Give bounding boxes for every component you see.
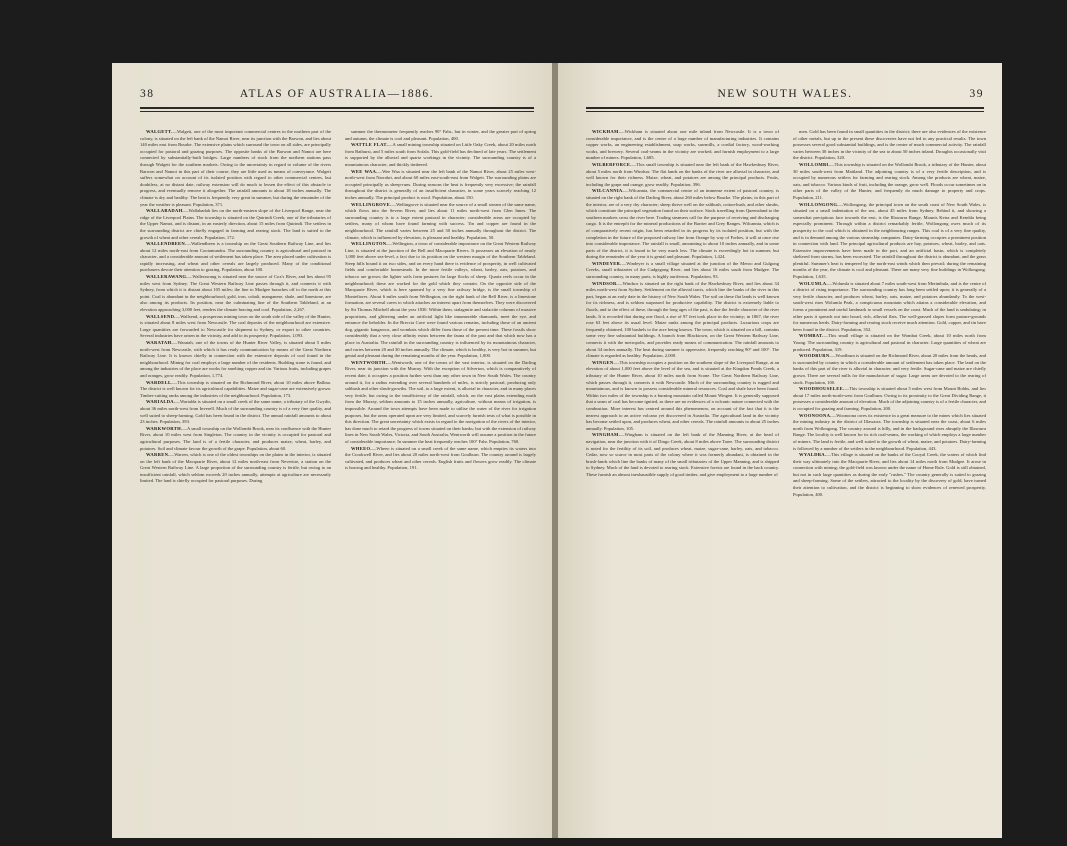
entry-text: —Woonoona owes its existence in a great measure to the mines which lies situated the mining industry in the district of Illawarra. The township is situated near the coast, about 6 miles north from Wollongong. The country around is hilly, and in the background rises abruptly the Illawarra Range. The locality is well known for its rich coal-seams, the working of which employs a large number of miners. The land is fertile, and well suited to the growth of wheat, maize, and potatoes. Dairy-farming is followed by a number of the settlers in the neighbourhood. Population, 443. [793,412,986,451]
entry-text: —Wollongong, the principal town on the south coast of New South Wales, is situated on a small indentation of the sea, about 45 miles from Sydney. Behind it, and showing a somewhat precipitous face towards the east, is the Illawarra Range, Mounts Keira and Kembla being especially prominent. Through within a district remarkably fertile, Wollongong owes much of its prosperity to the coal which is obtained in the neighbouring ranges. This coal is of a very fine quality, and is in demand among the various steamship companies. Dairy-farming occupies a prominent position in connection with land. The principal agricultural products are hay, potatoes, wheat, barley, and oats. Extensive improvements have been made in the port, and an artificial basin, which is completely sheltered from storms, has been excavated. The rainfall throughout the district is abundant, and the grass plentiful. Summer's heat is tempered by the north-east winds which then prevail; during the remaining months of the year, the climate is cool and pleasant. There are many very fine buildings in Wollongong. Population, 1,635. [793,201,986,280]
left-column-2 [345,129,536,824]
entry-place-name: WELLINGTON. [351,241,388,247]
entry-place-name: WINGHAM. [592,432,621,438]
gazetteer-entry [793,202,986,281]
gazetteer-entry [793,353,986,386]
entry-place-name: WOODBURN. [799,353,831,359]
gazetteer-entry [140,314,331,340]
right-page-columns [586,129,986,824]
gazetteer-entry [793,162,986,202]
entry-text: —Wee Waa is situated near the left bank of the Namoi River, about 25 miles west-north-west from Narrabri, and about 60 miles east-south-east from Walgett. The surrounding plains are occupied principally as sheep-runs. During seasons the heat is frequently very excessive; the rainfall throughout the district is generally of an insufficient character, in some years scarcely reaching 12 inches annually. The principal product is wool. Population, about 150. [345,168,536,200]
left-page [112,63,552,838]
gazetteer-entry [793,281,986,334]
gazetteer-entry [586,188,779,261]
entry-place-name: WEE WAA. [351,168,378,174]
entry-place-name: WALGETT. [146,129,173,134]
right-column-2 [793,129,986,824]
entry-text: —Wallsend, a prosperous mining town on the south side of the valley of the Hunter, is situated about 8 miles west from Newcastle. The coal deposits of the neighbourhood are extensive. Large quantities are forwarded to Newcastle for shipment to Sydney, or export to other countries. Several industries have arisen in the vicinity, and add to its prosperity. Population, 1,093. [140,313,331,339]
entry-text: —A small township on the Wollombi Brook, near its confluence with the Hunter River, about 10 miles west from Singleton. The country in the vicinity is occupied for pastoral and agricultural purposes. The land is of a fertile character, and produces maize, wheat, barley, and potatoes. Soil and climate favour the growth of the grape. Population, about 60. [140,425,331,451]
gazetteer-entry [140,241,331,274]
entry-place-name: WILBERFORCE. [592,161,632,167]
left-page-columns [140,129,536,824]
entry-place-name: WARIALDA. [146,399,176,405]
entry-place-name: WENTWORTH. [351,359,388,365]
right-page-header [586,88,984,104]
entry-place-name: WALLSEND. [146,313,176,319]
entry-place-name: WYALDRA. [799,452,827,458]
gazetteer-entry [345,360,536,446]
entry-place-name: WOODHOUSELEE. [799,386,845,392]
left-page-header [140,88,534,104]
entry-text: —Windeyer is a small village situated at the junction of the Meroo and Gulgong Creeks, small tributaries of the Cudgegong River, and lies about 16 miles south from Mudgee. The surrounding country, in many parts, is highly auriferous. Population, 93. [586,260,779,280]
entry-text: —Walgett, one of the most important commercial centres in the northern part of the colony, is situated on the left bank of the Namoi River, near its junction with the Barwon, and lies about 140 miles east from Bourke. The extensive plains which surround the town on all sides, are principally occupied for pastoral and grazing purposes. The opposite banks of the Barwon and Namoi are here connected by substantially-built bridges. Large numbers of stock from the northern stations pass through Walgett for the southern markets. Owing to the uncertainty in regard to volume of the rivers Barwon and Namoi in this part of their course, they are little used as means of conveyance. Walgett suffers somewhat on account of its isolated position with regard to other commercial centres, but doubtless, at no distant date, railway extension will do much to lessen the effect of this obstacle to progress, and eventually remove it altogether. The rainfall amounts to about 18 inches annually. The climate is dry and healthy. The heat is frequently very great in summer, but during the remainder of the year the weather is pleasant. Population, 371. [140,129,331,207]
entry-place-name: WOMBAT. [799,333,824,339]
gazetteer-entry [140,452,331,485]
entry-place-name: WOLLONGONG. [799,201,839,207]
entry-text: —Wickham is situated about one mile inland from Newcastle. It is a town of considerable importance, and is the centre of a large number of manufacturing industries. It contains copper works, an engineering establishment, soap works, sawmills, a cordial factory, wood-working works, and brewery. Several coal-seams in the vicinity are worked, and furnish employment to a large number of miners. Population, 1,685. [586,129,779,161]
entry-place-name: WALLABADAH. [146,208,184,214]
entry-text: —Wentworth, one of the towns of the vast interior, is situated on the Darling River, near its junction with the Murray. With the exception of Silverton, which is comparatively of recent date, it occupies a position further west than any other town in New South Wales. The country around it, for a radius extending over several hundreds of miles, is strictly pastoral, producing only saltbush and other shrub-growths. The soil, to a large extent, is alluvial in character, and in many places very fertile, but owing to the insufficiency of the rainfall, which, on the vast plains extending north from the Murray, seldom amounts to 15 inches annually, agriculture, without means of irrigation, is impossible. Around the town attempts have been made to utilise the water of the river for irrigation purposes, but the areas operated upon are very limited, and scarcely furnish tests of what is possible in this direction. The great uncertainty which exists in regard to the navigation of the rivers of the interior, has done much to retard the progress of towns situated on their banks; but with the extension of railway lines in New South Wales, Victoria, and South Australia, Wentworth will assume a position in the future of considerable importance. In summer the heat frequently reaches 100° Fahr. Population, 760. [345,359,536,444]
gazetteer-entry [586,281,779,360]
gazetteer-entry [345,202,536,242]
entry-text: —Warren, which is one of the oldest townships on the plains in the interior, is situated on the left bank of the Macquarie River, about 12 miles north-east from Nevertire, a station on the Great Western Railway Line. A large proportion of the surrounding country is fertile, but owing to an insufficient rainfall, which seldom exceeds 20 inches annually, attempts at agriculture are necessarily limited. The land is chiefly occupied for pastoral purposes. During [140,452,331,484]
entry-text: —Wallerawang is situated near the source of Cox's River, and lies about 95 miles west from Sydney. The Great Western Railway Line passes through it, and connects it with Sydney, from which it is distant about 105 miles; the line to Mudgee branches off to the north at this point. Coal is abundant in the neighbourhood; gold, iron, cobalt, manganese, shale, and limestone, are also among its products. Its position, near the culminating line of the Southern Tableland, at an elevation approaching 3,000 feet, renders the climate bracing and cool. Population, 2,267. [140,274,331,313]
entry-text: —A small mining township situated on Little Oaky Creek, about 20 miles north from Bathurst, and 5 miles south from Sofala. This gold-field has declined of late years. The settlement is supported by the alluvial and quartz workings in the vicinity. The surrounding country is of a mountainous character, and thickly timbered. [345,142,536,167]
right-running-head: NEW SOUTH WALES. [717,88,853,100]
entry-text: —This township is situated on the Richmond River, about 10 miles above Ballina. The district is well known for its agricultural capabilities. Maize and sugar-cane are extensively grown. Timber-cutting ranks among the industries of the neighbourhood. Population, 173. [140,379,331,398]
right-page [558,63,1002,838]
entry-place-name: WELLINGROVE. [351,201,392,207]
left-running-head: ATLAS OF AUSTRALIA—1886. [239,88,435,100]
gazetteer-entry [793,452,986,498]
gazetteer-entry [345,241,536,360]
header-rule [586,107,984,109]
entry-text: men. Gold has been found in small quantities in the district; there are also evidences of the existence of other metals, but up to the present these discoveries have not led to any practical results. The town possesses several good substantial buildings, and is the centre of much commercial activity. The rainfall varies between 30 inches in the vicinity of the sea to about 50 inches inland. Droughts occasionally visit the district. Population, 320. [793,129,986,161]
gazetteer-entry [345,129,536,142]
gazetteer-entry [140,208,331,241]
right-page-number: 39 [969,88,984,100]
left-page-number: 38 [140,88,155,100]
entry-text: —This small village is situated on the Wombat Creek, about 10 miles north from Young. The surrounding country is agricultural and pastoral in character. Large quantities of wheat are produced. Population, 319. [793,333,986,352]
gazetteer-entry [586,432,779,478]
gazetteer-entry [793,386,986,412]
gazetteer-entry [586,360,779,433]
entry-place-name: WALLENDBEEN. [146,241,187,247]
entry-place-name: WATTLE FLAT. [351,142,388,148]
right-column-1 [586,129,779,824]
gazetteer-entry [345,169,536,202]
entry-place-name: WINDSOR. [592,280,619,286]
entry-place-name: WHEEO. [351,445,372,451]
gazetteer-entry [793,129,986,162]
gazetteer-entry [140,340,331,380]
gazetteer-entry [140,129,331,208]
gazetteer-entry [140,380,331,400]
entry-text: —This village is situated on the banks of the Cooyal Creek, the waters of which find their way ultimately into the Macquarie River, and lies about 14 miles north from Mudgee. It arose in connection with mining; the gold-field was known under the name of Home Rule. Gold is still obtained, but not in such large quantities as during the early "rushes." The country generally is suited to grazing and sheep-farming. Some of the settlers, attracted to the locality by the discovery of gold, have turned their attention to cultivation, and the district is beginning to show evidences of renewed prosperity. Population, 400. [793,452,986,497]
gazetteer-entry [140,399,331,425]
entry-text: —Wheeo is situated on a small creek of the same name, which empties its waters into the Crookwell River, and lies about 20 miles north-west from Goulburn. The country around is largely cultivated, and produces wheat and other cereals. English fruits and flowers grow readily. The climate is bracing and healthy. Population, 191. [345,445,536,471]
entry-place-name: WICKHAM. [592,129,621,134]
header-rule-thin [586,111,984,112]
gazetteer-entry [793,333,986,353]
entry-text: summer the thermometer frequently reaches 90° Fahr., but in winter, and the greater part of spring and autumn, the climate is cool and pleasant. Population, 400. [345,129,536,141]
gazetteer-entry [345,142,536,168]
gazetteer-entry [586,162,779,188]
header-rule-thin [140,111,534,112]
gazetteer-entry [345,446,536,472]
gazetteer-entry [586,261,779,281]
entry-place-name: WARREN. [146,452,170,458]
entry-text: —This township is situated about 5 miles west from Mount Bobbs, and lies about 17 miles north-north-west from Goulburn. Owing to its proximity to the Great Dividing Range, it possesses a considerable amount of elevation. Much of the adjoining country is of a fertile character, and is occupied for grazing and farming. Population, 200. [793,386,986,411]
entry-text: —This township occupies a position on the southern slope of the Liverpool Range, at an elevation of about 1,000 feet above the level of the sea, and is situated at the Kingdon Ponds Creek, a tributary of the Hunter River, about 10 miles north from Scone. The Great Northern Railway Line, which passes through it, connects it with Newcastle. Much of the surrounding country is rugged and mountainous, and is known to possess considerable mineral resources. Coal and shale have been found. Within two miles of the township is a burning mountain called Mount Wingen. It is generally supposed that a seam of coal has become ignited, as there are no evidences of a volcanic nature connected with the combustion. More interest has centred around this phenomenon, on account of the fact that it is the nearest approach to an active volcano yet discovered in Australia. The agricultural land in the vicinity has become settled upon, and produces wheat, and other cereals. The rainfall amounts to about 25 inches annually. Population, 105. [586,359,779,431]
entry-text: —Windsor is situated on the right bank of the Hawkesbury River, and lies about 34 miles north-west from Sydney. Settlement on the alluvial tracts, which line the banks of the river in this part, began at an early date in the history of New South Wales. The soil on these flat lands is well known for its richness, and is seldom surpassed for productive capability. The district is extremely liable to floods, and to the effect of these, through the long ages of the past, is due the fertile character of the river lands. It is recorded that during one flood, a rise of 97 feet took place in the vicinity; in 1867, the river rose 63 feet above its usual level. Maize ranks among the principal products. Luxurious crops are frequently obtained, 100 bushels to the acre being known. The town, which is situated on a hill, contains some very fine substantial buildings. A branch from Blacktown, on the Great Western Railway Line, connects it with the metropolis, and provides ready means of communication. The rainfall amounts to about 34 inches annually. The heat during summer is oppressive, frequently reaching 90° and 100°. The climate is regarded as healthy. Population, 2,000. [586,280,779,359]
entry-place-name: WINDEYER. [592,260,622,266]
entry-text: —Wellingrove is situated near the source of a small stream of the same name, which flows into the Severn River, and lies about 11 miles north-west from Glen Innes. The surrounding country is to a large extent pastoral in character; considerable areas are occupied by settlers, many of whom have found farming with success. Tin and copper are found in the neighbourhood. The rainfall varies between 25 and 30 inches annually throughout the district. The climate, which is influenced by elevation, is pleasant and healthy. Population, 50. [345,201,536,240]
entry-text: —Wellington, a town of considerable importance on the Great Western Railway Line, is situated at the junction of the Bell and Macquarie Rivers. It possesses an elevation of nearly 1,000 feet above sea-level, a fact due to its position on the western margin of the Southern Tableland. Steep hills bound it on two sides, and on every hand there is evidence of prosperity, in well cultivated fields and comfortable homesteads. In the more fertile valleys, wheat, barley, oats, potatoes, and tobacco are grown; the lighter soils form pastures for large flocks of sheep. Quartz reefs occur in the neighbourhood; these are worked for the gold which they contain. On the opposite side of the Macquarie River, which is here spanned by a very fine railway bridge, is the small township of Montefiores. About 6 miles south from Wellington, on the right bank of the Bell River, is a limestone formation, are several caves to which attaches an interest apart from themselves. They were discovered by Sir Thomas Mitchell about the year 1830. Within them, stalagmite and stalactite columns of massive proportions, and glittering under an artificial light like innumerable diamonds, meet the eye, and entrance the beholder. In the Breccia Cave were found various remains, including those of an ancient dog, gigantic kangaroos, and wombats which differ from those of the present time. These fossils show considerably that a very close affinity exists between the fauna of the past and that which now has a place in Australia. The rainfall in the surrounding country is influenced by its mountainous character, and varies between 20 and 30 inches annually. The climate, which is healthy, is very hot in summer, but genial and pleasant during the remaining months of the year. Population, 1,800. [345,241,536,359]
entry-place-name: WOLUMLA. [799,280,828,286]
entry-text: —Wallabadah lies on the north-eastern slope of the Liverpool Range, near the ridge of the Liverpool Plains. The township is situated on the Quirindi Creek, one of the tributaries of the Upper Namoi, and is distant, in an easterly direction, about 15 miles from Quirindi. The settlers in the surrounding district are chiefly engaged in farming and rearing stock. The land is suited to the growth of wheat and other cereals. Population, 172. [140,208,331,240]
entry-place-name: WOONOONA. [799,412,832,418]
entry-text: —Waratah, one of the towns of the Hunter River Valley, is situated about 5 miles north-west from Newcastle, with which it has ready communication by means of the Great Northern Railway Line. It is known chiefly in connection with the extensive deposits of coal found in the neighbourhood. Mining for coal employs a large number of the residents. Building stone is found, and among the industries of the place are works for smelting copper and tin. Various fruits, including grapes and oranges, grow readily. Population, 1,774. [140,340,331,378]
entry-place-name: WARDELL. [146,379,173,385]
entry-text: —Warialda is situated on a small creek of the same name, a tributary of the Gwydir, about 36 miles north-west from Inverell. Much of the surrounding country is of a very fine quality, and well suited to sheep-farming. Gold has been found in the district. The annual rainfall amounts to about 23 inches. Population, 393. [140,399,331,425]
entry-text: —This small township is situated near the left bank of the Hawkesbury River, about 5 miles north from Windsor. The flat lands on the banks of the river are alluvial in character, and well known for their richness. Maize, wheat, and potatoes are among the principal products. Fruits, including the grape and orange, grow readily. Population, 396. [586,161,779,187]
entry-place-name: WARKWORTH. [146,425,183,431]
entry-place-name: WOLLOMBI. [799,161,830,167]
left-column-1 [140,129,331,824]
entry-text: —Woodburn is situated on the Richmond River, about 20 miles from the heads, and is surrounded by country in which a considerable amount of settlement has taken place. The land on the banks of this part of the river is alluvial in character, and very fertile. Sugar-cane and maize are chiefly grown. There are several mills for the manufacture of sugar. Large areas are devoted to the rearing of stock. Population, 100. [793,353,986,385]
gazetteer-entry [793,413,986,453]
entry-place-name: WARATAH. [146,340,173,345]
entry-text: —This township is situated on the Wollombi Brook, a tributary of the Hunter, about 30 miles south-west from Maitland. The adjoining country is of a very fertile description, and is occupied by numerous settlers for farming and rearing stock. Among the products are wheat, maize, oats, and tobacco. Various kinds of fruit, including the orange, grow well. Floods occur sometimes on in other parts of the valley of the Hunter, and frequently do much damage to property and crops. Population, 211. [793,161,986,200]
entry-place-name: WILCANNIA. [592,188,624,194]
header-rule [140,107,534,109]
gazetteer-entry [140,426,331,452]
atlas-page-spread [112,63,1002,838]
entry-text: —Wilcannia, the commercial centre of an immense extent of pastoral country, is situated on the right bank of the Darling River, about 260 miles below Bourke. The plains, in this part of the interior, are of a very dry character; sheep thrive well on the saltbush, cotton-bush, and other shrubs, which constitute the principal vegetation found on their surface. Stock travelling from Queensland to the southern markets cross the river here. Trading steamers call for the purpose of receiving and discharging cargo. It is the entrepôt for the mineral productions of the Barrier and Grey Ranges. Wilcannia, which is of comparatively recent origin, has been retarded in its progress by its isolated position, but with the completion in the future of the proposed railway line from Orange by way of Forbes, it will at once rise into considerable importance. The rainfall is small, amounting to about 10 inches annually, and in some parts of the district, it is found to be very much less. The climate is exceedingly hot in summer, but during the remainder of the year it is genial and pleasant. Population, 1,424. [586,188,779,260]
entry-text: —Wallendbeen is a township on the Great Southern Railway Line, and lies about 12 miles north-east from Cootamundra. The surrounding country is agricultural and pastoral in character, and a considerable amount of settlement has taken place. The area placed under cultivation is rapidly increasing, and wheat and other cereals are largely produced. Many of the conditional purchasers devote their attention to grazing. Population, about 100. [140,241,331,273]
entry-text: —Wingham is situated on the left bank of the Manning River, at the head of navigation, near the junction with it of Dingo Creek, about 8 miles above Taree. The surrounding district is noted for the fertility of its soil, and produces wheat, maize, sugar-cane, barley, oats, and tobacco. Cedar, now so scarce in most parts of the colony where it was formerly abundant, is obtained in the brush-lands which line the banks of many of the small tributaries of the Upper Manning, and is shipped to Sydney. Much of the land is devoted to rearing stock. Extensive forests are found in the back country. These furnish an almost inexhaustible supply of good timber, and give employment to a large number of [586,432,779,477]
entry-place-name: WINGEN. [592,359,615,365]
entry-place-name: WALLERAWANG. [146,274,188,280]
entry-text: —Wolumla is situated about 7 miles south-west from Merimbula, and is the centre of a district of rising importance. The surrounding country has long been settled upon; it is generally of a very fertile character, and produces wheat, barley, oats, maize, and potatoes abundantly. To the west-south-west rises Wolumla Peak, a conspicuous mountain which attains a considerable elevation, and forms a prominent and useful landmark to small vessels on the coast. Much of the land is undulating; in other parts it spreads out into broad, rich, alluvial flats. The well-grassed slopes form pasture-grounds for numerous herds. Dairy-farming and rearing stock receive much attention. Gold, copper, and tin have been found in the district. Population, 352. [793,280,986,332]
gazetteer-entry [140,274,331,314]
gazetteer-entry [586,129,779,162]
